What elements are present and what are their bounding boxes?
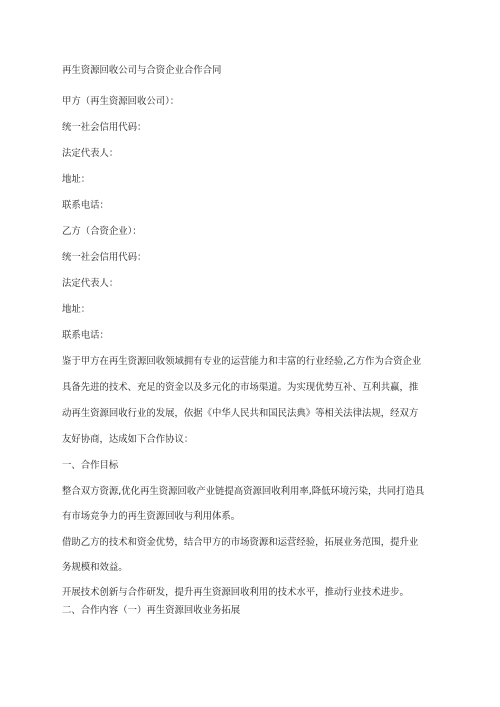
document-title: 再生资源回收公司与合资企业合作合同 bbox=[62, 65, 222, 76]
party-b-heading: 乙方（合资企业）： bbox=[62, 226, 142, 237]
section-1-paragraph-line: 有市场竞争力的再生资源回收与利用体系。 bbox=[62, 511, 241, 522]
section-2-heading: 二、合作内容（一）再生资源回收业务拓展 bbox=[62, 605, 241, 616]
section-1-heading: 一、合作目标 bbox=[62, 460, 119, 471]
party-b-address: 地址： bbox=[62, 304, 91, 315]
party-b-credit-code: 统一社会信用代码： bbox=[62, 252, 147, 263]
section-1-paragraph-line: 整合双方资源,优化再生资源回收产业链提高资源回收利用率,降低环境污染，共同打造具 bbox=[62, 486, 425, 497]
party-b-phone: 联系电话： bbox=[62, 330, 109, 341]
preamble-line: 友好协商，达成如下合作协议： bbox=[62, 434, 194, 445]
party-a-legal-rep: 法定代表人： bbox=[62, 148, 119, 159]
party-b-legal-rep: 法定代表人： bbox=[62, 278, 119, 289]
section-1-paragraph-line: 借助乙方的技术和资金优势，结合甲方的市场资源和运营经验，拓展业务范围，提升业 bbox=[62, 537, 419, 548]
preamble-line: 动再生资源回收行业的发展，依据《中华人民共和国民法典》等相关法律法规，经双方 bbox=[62, 408, 419, 419]
party-a-credit-code: 统一社会信用代码： bbox=[62, 122, 147, 133]
section-1-paragraph-line: 务规模和效益。 bbox=[62, 562, 128, 573]
party-a-heading: 甲方（再生资源回收公司）： bbox=[62, 96, 180, 107]
section-1-paragraph-line: 开展技术创新与合作研发，提升再生资源回收利用的技术水平，推动行业技术进步。 bbox=[62, 587, 409, 598]
party-a-address: 地址： bbox=[62, 174, 91, 185]
party-a-phone: 联系电话： bbox=[62, 200, 109, 211]
preamble-line: 鉴于甲方在再生资源回收领域拥有专业的运营能力和丰富的行业经验,乙方作为合资企业 bbox=[62, 356, 422, 367]
preamble-line: 具备先进的技术、充足的资金以及多元化的市场渠道。为实现优势互补、互利共赢，推 bbox=[62, 382, 419, 393]
